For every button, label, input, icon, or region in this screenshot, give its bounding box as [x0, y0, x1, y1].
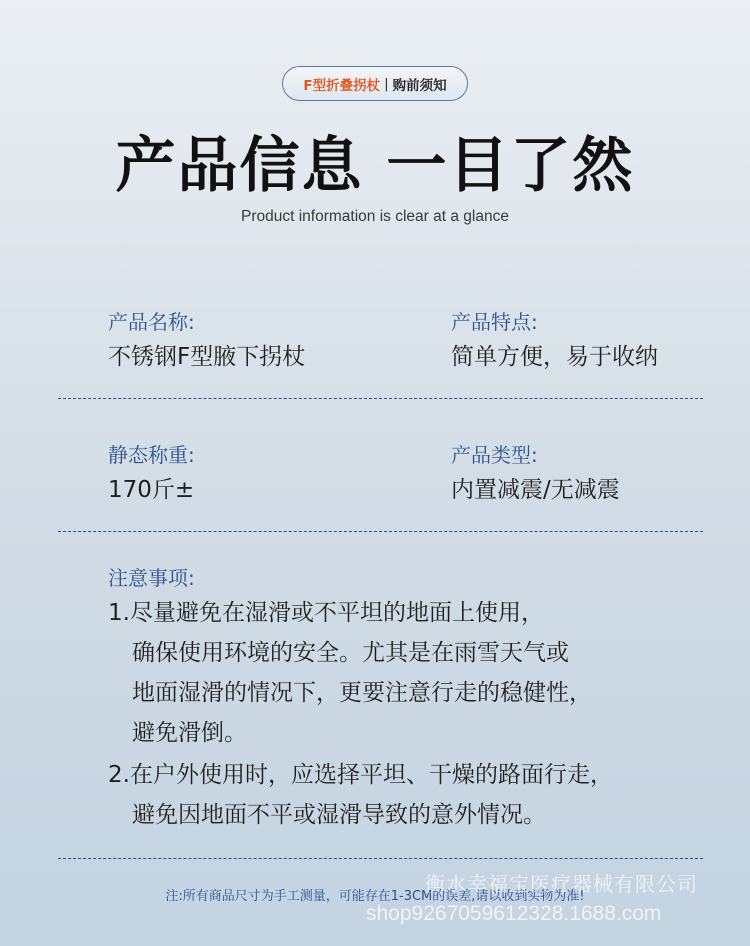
product-type-value: 内置减震/无减震: [451, 477, 620, 503]
product-type-label: 产品类型:: [451, 443, 538, 467]
page-title: 产品信息 一目了然: [115, 131, 635, 201]
divider-2: [58, 531, 703, 532]
product-name-value: 不锈钢F型腋下拐杖: [108, 344, 306, 370]
measurement-footnote: 注:所有商品尺寸为手工测量，可能存在1-3CM的误差,请以收到实物为准!: [165, 889, 585, 904]
divider-3: [58, 858, 703, 859]
weight-label: 静态称重:: [108, 443, 195, 467]
badge-text: 购前须知: [392, 77, 447, 94]
page-subtitle: Product information is clear at a glance: [241, 208, 509, 225]
notes-label: 注意事项:: [108, 566, 195, 590]
note-line: 1.尽量避免在湿滑或不平坦的地面上使用，: [108, 600, 544, 626]
note-line: 地面湿滑的情况下，更要注意行走的稳健性，: [132, 680, 592, 706]
weight-value: 170斤±: [108, 477, 195, 503]
watermark-company: 衡水幸福宝医疗器械有限公司: [425, 874, 698, 896]
watermark-shop-url: shop926705961​2328.1688.com: [366, 902, 662, 925]
note-line: 确保使用环境的安全。尤其是在雨雪天气或: [132, 640, 569, 666]
product-name-label: 产品名称:: [108, 310, 195, 334]
badge-tag: F型折叠拐杖: [303, 77, 381, 94]
note-line: 避免因地面不平或湿滑导致的意外情况。: [132, 802, 546, 828]
note-line: 避免滑倒。: [132, 720, 247, 746]
divider-1: [58, 398, 703, 399]
product-feature-label: 产品特点:: [451, 310, 538, 334]
product-feature-value: 简单方便，易于收纳: [451, 344, 658, 370]
note-line: 2.在户外使用时，应选择平坦、干燥的路面行走，: [108, 762, 613, 788]
badge-separator: |: [384, 75, 389, 92]
product-badge: [282, 66, 468, 101]
